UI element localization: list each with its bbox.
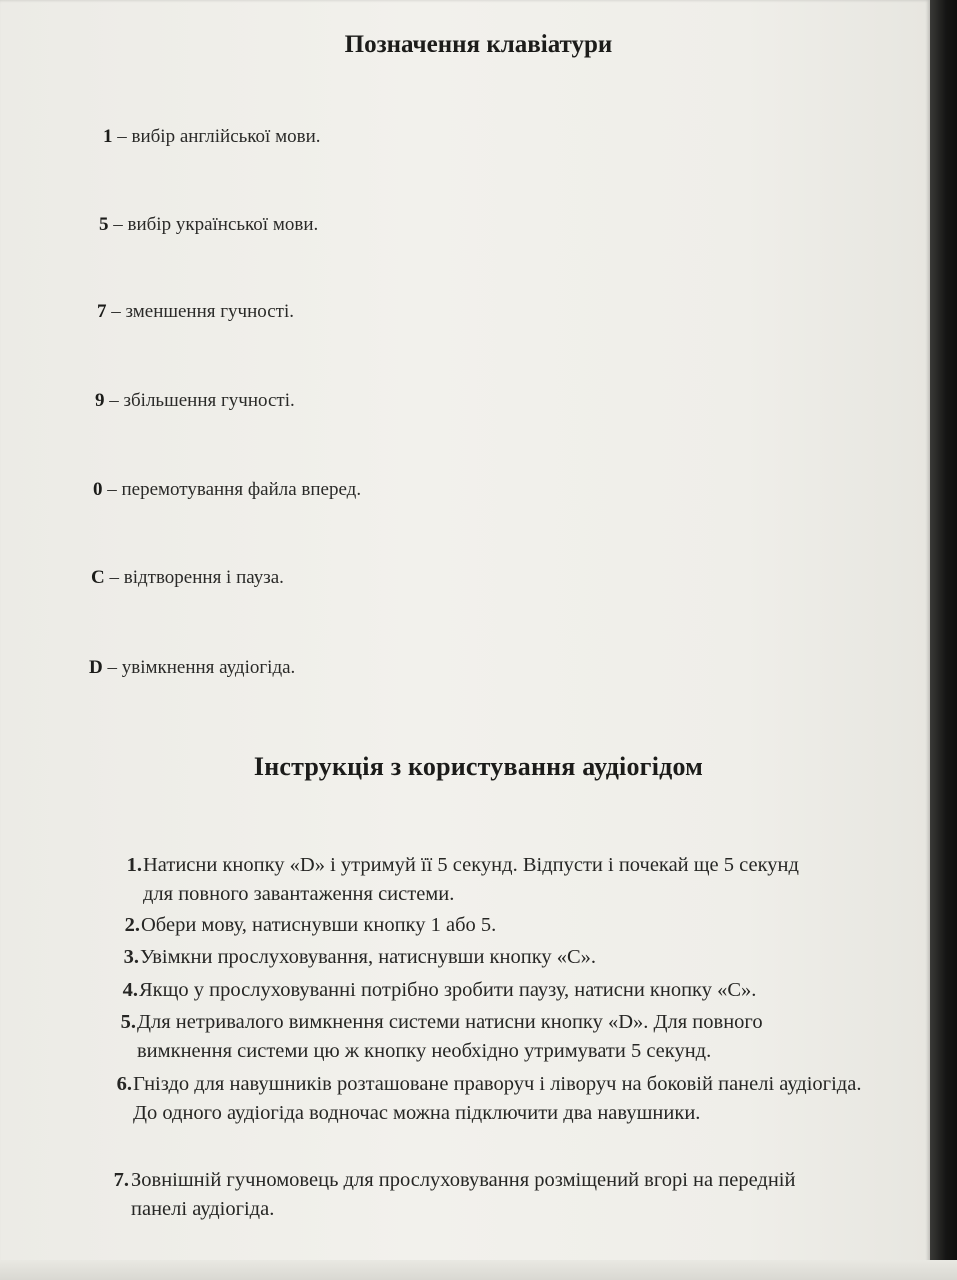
background-edge — [930, 0, 957, 1280]
key-description: – зменшення гучності. — [106, 301, 295, 322]
step-text: Увімкни прослуховування, натиснувши кнопку «С». — [140, 946, 597, 968]
key-item-d — [89, 657, 295, 679]
key-item-7 — [97, 301, 294, 323]
step-text: Обери мову, натиснувши кнопку 1 або 5. — [141, 914, 497, 936]
step-text: Зовнішній гучномовець для прослуховування розміщений вгорі на передній панелі аудіогіда. — [131, 1169, 796, 1220]
key-description: – увімкнення аудіогіда. — [102, 657, 296, 678]
key-item-5 — [99, 214, 318, 236]
instructions-title: Інструкція з користування аудіогідом — [253, 752, 704, 781]
step-text: Для нетривалого вимкнення системи натисни кнопку «D». Для повного вимкнення системи цю ж кнопку необхідно утримувати 5 секунд. — [137, 1011, 763, 1062]
key-label: 9 — [95, 390, 105, 411]
step-number: 4. — [122, 979, 138, 1001]
key-label: 1 — [103, 126, 113, 147]
key-label: D — [89, 657, 103, 678]
step-number: 3. — [123, 946, 139, 968]
step-text: Якщо у прослуховуванні потрібно зробити паузу, натисни кнопку «С». — [139, 979, 757, 1001]
step-number: 7. — [113, 1169, 129, 1191]
key-item-1 — [103, 126, 321, 148]
key-description: – перемотування файла вперед. — [102, 479, 362, 500]
step-text: Гніздо для навушників розташоване праворуч і ліворуч на боковій панелі аудіогіда. До одного аудіогіда водночас можна підключити два навушники. — [133, 1073, 862, 1124]
key-description: – відтворення і пауза. — [104, 567, 284, 588]
step-number: 1. — [126, 854, 142, 876]
step-number: 2. — [124, 914, 140, 936]
key-item-9 — [95, 390, 295, 412]
key-description: – збільшення гучності. — [104, 390, 295, 411]
key-description: – вибір української мови. — [108, 214, 319, 235]
key-item-c — [91, 567, 284, 589]
key-item-0 — [93, 479, 361, 501]
key-label: 7 — [97, 301, 107, 322]
step-number: 6. — [116, 1073, 132, 1095]
key-label: C — [91, 567, 105, 588]
keyboard-legend-title: Позначення клавіатури — [344, 31, 613, 58]
key-label: 5 — [99, 214, 109, 235]
step-number: 5. — [120, 1011, 136, 1033]
step-text: Натисни кнопку «D» і утримуй її 5 секунд. Відпусти і почекай ще 5 секунд для повного завантаження системи. — [143, 854, 799, 905]
key-label: 0 — [93, 479, 103, 500]
paper-bottom-edge — [0, 1260, 957, 1280]
key-description: – вибір англійської мови. — [112, 126, 321, 147]
